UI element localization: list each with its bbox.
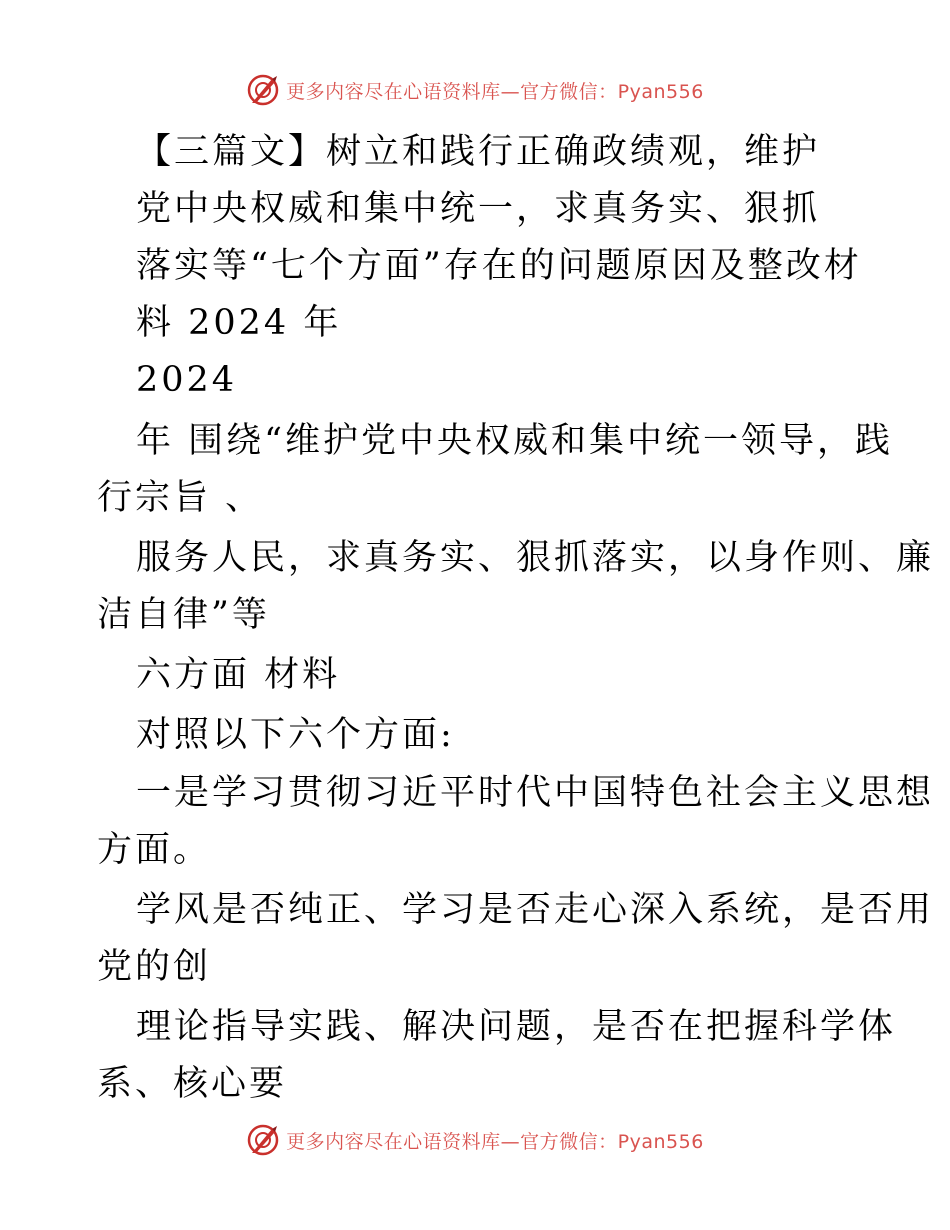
document-title-line-1: 【三篇文】树立和践行正确政绩观，维护: [136, 132, 821, 172]
watermark-text: 更多内容尽在心语资料库—官方微信：Pyan556: [286, 80, 704, 103]
body-line-six-aspects: 六方面 材料: [136, 655, 341, 695]
body-line-service: 服务人民，求真务实、狠抓落实，以身作则、廉: [136, 538, 935, 578]
document-title-line-4: 料 2024 年: [136, 303, 342, 343]
header-watermark: [0, 70, 950, 110]
body-line-point-one: 一是学习贯彻习近平时代中国特色社会主义思想: [136, 773, 935, 813]
body-line-intro: 年 围绕“维护党中央权威和集中统一领导，践: [136, 421, 894, 461]
body-line-theory-cont: 系、核心要: [97, 1064, 288, 1104]
document-title-line-3: 落实等“七个方面”存在的问题原因及整改材: [136, 246, 862, 286]
watermark-text: 更多内容尽在心语资料库—官方微信：Pyan556: [286, 1130, 704, 1153]
document-title-line-2: 党中央权威和集中统一，求真务实、狠抓: [136, 189, 821, 229]
watermark-group: [246, 73, 704, 107]
body-line-point-one-cont: 方面。: [97, 830, 212, 870]
watermark-group: [246, 1123, 704, 1157]
quill-pen-logo-icon: [246, 1123, 280, 1157]
body-line-theory: 理论指导实践、解决问题，是否在把握科学体: [136, 1007, 897, 1047]
quill-pen-logo-icon: [246, 73, 280, 107]
body-line-study-style-cont: 党的创: [97, 947, 212, 987]
body-line-study-style: 学风是否纯正、学习是否走心深入系统，是否用: [136, 890, 935, 930]
footer-watermark: [0, 1120, 950, 1160]
body-line-year: 2024: [136, 360, 238, 400]
body-line-intro-cont: 行宗旨 、: [97, 478, 264, 518]
body-line-contrast: 对照以下六个方面:: [136, 715, 455, 755]
body-line-service-cont: 洁自律”等: [97, 595, 270, 635]
